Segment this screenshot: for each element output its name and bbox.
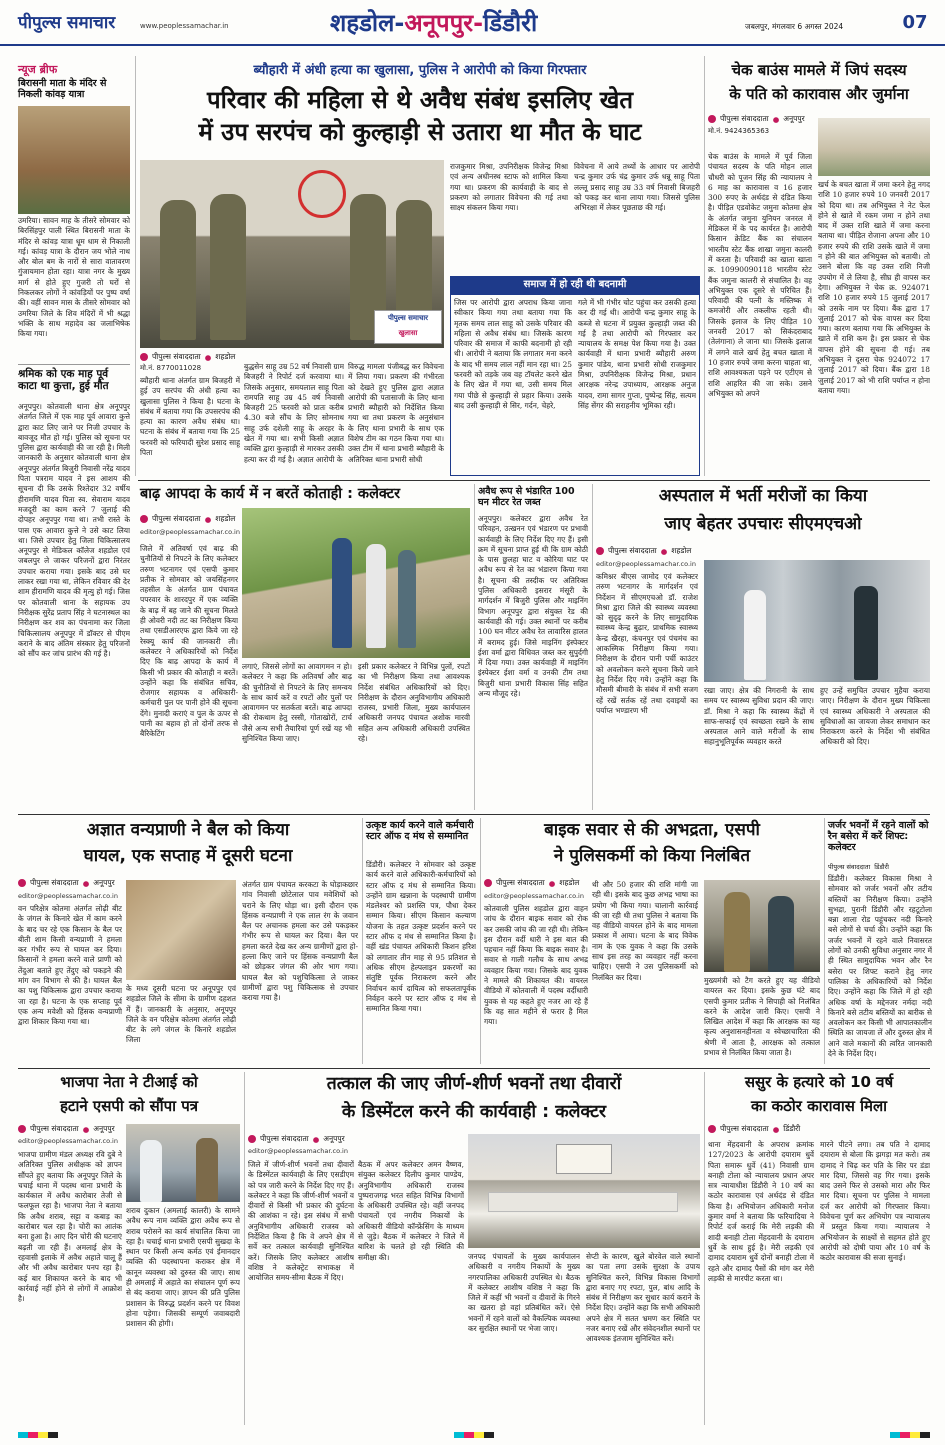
jarjar-body: डिंडौरी। कलेक्टर विकास मिश्रा ने सोमवार को जर्जर भवनों और तटीय बस्तियों का निरीक्षण किया। उन्होंने सुभद्रा, पुरानी डिंडौरी और रहटूटोला बन्ना शाला रोड पहुंचकर नदी किनारे बसे लोगों से चर्चा की। उन्होंने कहा कि जर्जर भवनों में रहने वाले निवासरत लोगों को उनकी सुविधा अनुसार नगर में ही स्थित सामुदायिक भवन और रैन बसेरा पर शिफ्ट कराने हेतु नगर पालिका के अधिकारियों को निर्देश दिए। उन्होंने कहा कि जिले में हो रही अधिक वर्षा के मद्देनजर नर्मदा नदी किनारे बसे तटीय बस्तियों का बारीक से अवलोकन कर किसी भी आपातकालीन स्थिति का जायजा लें और दुरुस्त क्षेत्र में आने वाले मकानों की त्वरित जानकारी देने के निर्देश दिए।	[828, 874, 932, 1059]
dateline: जबलपुर, मंगलवार 6 अगस्त 2024	[745, 22, 844, 31]
dismantle-col-1: जिले में जीर्ण-शीर्ण भवनों तथा दीवारों के डिस्मेंटल कार्यवाही के लिए एसडीएम को पत्र जारी करने के निर्देश दिए गए हैं। कलेक्टर ने कहा कि जीर्ण-शीर्ण भवनों व दीवारों से किसी भी प्रकार की दुर्घटना की आशंका न रहे। इस संबंध में सभी अनुविभागीय अधिकारी राजस्व को निर्देशित किया है कि वे अपने क्षेत्र में सर्वे कर तत्काल कार्यवाही सुनिश्चित करें। जिसके लिए कलेक्टर आशीष वशिष्ठ ने कलेक्ट्रेट सभाकक्ष में आयोजित समय-सीमा बैठक में दिए।	[248, 1160, 354, 1283]
dismantle-email[interactable]: editor@peoplessamachar.co.in	[248, 1147, 348, 1155]
screen	[556, 1144, 612, 1174]
hospital-col-2: रखा जाए। क्षेत्र की निगरानी के साथ समय पर स्वास्थ्य सुविधा प्रदान की जाए। डॉ. मिश्रा ने कहा कि स्वास्थ्य केंद्रों में साफ-सफाई एवं स्वच्छता रखने के साथ अस्पताल आने वाले मरीजों के साथ सहानुभूतिपूर्वक व्यवहार करते	[704, 686, 814, 747]
biker-byline	[484, 878, 579, 888]
brief-photo	[18, 106, 130, 214]
doctor-figure	[854, 586, 878, 680]
lead-col-1: ब्यौहारी थाना अंतर्गत ग्राम बिजहरी में हुई उप सरपंच की अंधी हत्या का खुलासा पुलिस ने किया है। घटना के संबंध में बताया गया कि उपसरपंच की हत्या का कारण अवैध संबंध था। घटना के संबंध में बताया गया कि 25 फरवरी को फरियादी सुरेश प्रसाद साहू पिता	[140, 376, 240, 458]
pin-icon: ●	[660, 546, 668, 556]
pin-icon: ●	[548, 878, 556, 888]
column-rule	[244, 1072, 245, 1425]
biker-col-3: मुख्यमंत्री को टैग करते हुए यह वीडियो वायरल कर दिया। इसके कुछ घंटे बाद एसपी कुमार प्रतीक ने सिपाही को निलंबित करने के आदेश जारी किए। एसपी ने लिखित आदेश में कहा कि आरक्षक का यह कृत्य अनुशासनहीनता व स्वेच्छाचारिता की श्रेणी में आता है, आरक्षक को तत्काल प्रभाव से निलंबित किया जाता है।	[704, 976, 820, 1058]
jarjar-headline: जर्जर भवनों में रहने वालों को रैन बसेरा में करें शिफ्ट: कलेक्टर	[828, 820, 929, 854]
pin-icon: ●	[204, 352, 212, 362]
byline-name: पीपुल्स संवाददाता	[720, 114, 769, 123]
city-anuppur: अनूपपुर-	[404, 9, 484, 37]
person-figure	[140, 1140, 162, 1202]
police-figure	[724, 892, 750, 972]
column-rule	[135, 56, 136, 476]
bjp-col-1: भाजपा ग्रामीण मंडल अध्यक्ष रवि दुबे ने अतिरिक्त पुलिस अधीक्षक को ज्ञापन सौंपते हुए बताया कि अनूपपुर जिले के चचाई थाना में पदस्थ थाना प्रभारी के कार्यकाल में अवैध कारोबार तेजी से फलफूल रहा है। भाजपा नेता ने बताया कि अवैध शराब, सट्टा व कबाड़ का कारोबार चल रहा है। चोरी का आतंक बना हुआ है। आए दिन चोरी की घटनाएं बढ़ती जा रही हैं। अमलाई क्षेत्र के रहवासी इलाके में अवैध अहाते चालू हैं और भी अवैध कारोबार पनप रहा है। कई बार शिकायत करने के बाद भी कार्रवाई नहीं होने से लोगों में आक्रोश है।	[18, 1150, 122, 1304]
byline-name: पीपुल्स संवाददाता	[152, 352, 201, 361]
biker-email[interactable]: editor@peoplessamachar.co.in	[484, 892, 584, 900]
lead-col-4: राजकुमार मिश्रा, उपनिरीक्षक विजेन्द्र मिश्रा एवं अन्य अधीनस्थ स्टाफ को शामिल किया गया था। प्रकरण की कार्यवाही के बाद से प्रकरण को लगातार विवेचना की गई तथा साक्ष्य संकलन किया गया।	[450, 162, 568, 213]
flood-headline: बाढ़ आपदा के कार्य में न बरतें कोताही : कलेक्टर	[140, 486, 401, 502]
lead-headline-2: में उप सरपंच को कुल्हाड़ी से उतारा था मौत के घाट	[198, 118, 642, 146]
byline-name: पीपुल्स संवाददाता	[30, 878, 79, 887]
wild-col-3: अंतर्गत ग्राम पंचायत करकटा के घोड़ाकछार गांव निवासी छोटेलाल पाव मवेशियों को चराने के लिए घोड़ा था। इसी दौरान एक हिंसक वन्यप्राणी ने एक लाल रंग के जवान बैल पर अचानक हमला कर उसे पकड़कर गंभीर रूप से घायल कर दिया। बैल पर हमला करते देख कर अन्य ग्रामीणों द्वारा हो-हल्ला किए जाने पर हिंसक वन्यप्राणी बैल को छोड़कर जंगल की ओर भाग गया। घायल बैल को पशुचिकित्सा ले जाकर ग्रामीणों द्वारा पशु चिकित्सक से उपचार कराया गया है।	[242, 880, 358, 1003]
biker-col-2: थी और 50 हजार की राशि मांगी जा रही थी। इसके बाद कुछ अभद्र भाषा का प्रयोग भी किया गया। चालानी कार्रवाई की जा रही थी तथा पुलिस ने बताया कि वह वीडियो वायरल होने के बाद मामला प्रकाश में आया। घटना के बाद विवेक नाम के एक युवक ने कहा कि उसके साथ इस तरह का व्यवहार नहीं करना चाहिए। एसपी ने उस पुलिसकर्मी को निलंबित कर दिया।	[592, 880, 698, 982]
column-rule	[592, 484, 593, 810]
column-rule	[474, 484, 475, 810]
byline-place: अनूपपुर	[323, 1134, 345, 1143]
meeting-table	[488, 1192, 678, 1212]
hospital-headline-1: अस्पताल में भर्ती मरीजों का किया	[658, 486, 868, 506]
flood-col-2: लगाएं, जिससे लोगों का आवागमन न हो। कलेक्टर ने कहा कि अतिवर्षा और बाढ़ की चुनौतियों से निपटने के लिए समन्वय के साथ कार्य करें व रपटों और पुलों पर आवागमन पर सतर्कता बरतें। बाढ़ आपदा की रोकथाम हेतु रस्सी, गोताखोरों, टार्च जैसे अन्य सभी तैयारियां पूर्ण रखें यह भी सुनिश्चित किया जाए।	[242, 662, 352, 744]
lead-col-5: विवेचना में आये तथ्यों के आधार पर आरोपी चन्द्र कुमार उर्फ चंद्र कुमार उर्फ धन्नू साहू पिता लल्लू प्रसाद साहू उम्र 33 वर्ष निवासी बिजहरी को पकड़ कर थाना लाया गया। जिससे पुलिस अभिरक्षा में लेकर पूछताछ की गई।	[574, 162, 700, 213]
website[interactable]: www.peoplessamachar.in	[140, 22, 229, 30]
bjp-byline	[18, 1124, 115, 1134]
wild-byline	[18, 878, 115, 888]
dog-body: अनूपपुर। कोतवाली थाना क्षेत्र अनूपपुर अंतर्गत जिले में एक माह पूर्व आवारा कुत्ते द्वारा काट लिए जाने पर निजी उपचार के बावजूद मौत हो गई। पुलिस को सूचना पर पुलिस द्वारा कार्यवाही की जा रही है। मिली जानकारी के अनुसार कोतवाली थाना क्षेत्र अनूपपुर अंतर्गत बिजुरी निवासी नरेंद्र यादव पिता पत्रराम यादव ने इस आशय की सूचना दी कि उसके रिश्तेदार 32 वर्षीय हीरामणि यादव पिता स्व. सेवाराम यादव मजदूरी का काम करने 7 जुलाई की दोपहर अनूपपुर गया था। तभी रास्ते के पास एक आवारा कुत्ते ने उसे काट लिया था। जिसे उपचार हेतु जिला चिकित्सालय अनूपपुर से मेडिकल कॉलेज शहडोल एवं जबलपुर ले जाकर परिजनों द्वारा निरंतर उपचार कराया गया। इसके बाद उसे घर लाकर रखा गया था, लेकिन रविवार की देर शाम हीरामणि यादव की मृत्यु हो गई। जिस पर कोतवाली थाना के सहायक उप निरीक्षक सुरेंद्र प्रताप सिंह ने घटनास्थल का निरीक्षण कर शव का पंचनामा कर जिला चिकित्सालय अनूपपुर में डॉक्टर से पीएम कराने के बाद अंतिम संस्कार हेतु परिजनों को सौंप कर जांच प्रारंभ की गई है।	[18, 402, 130, 659]
pin-icon: ●	[204, 514, 212, 524]
brief-heading: बिरासनी माता के मंदिर से निकली कांवड़ यात्रा	[18, 78, 107, 101]
doctor-figure	[744, 590, 766, 680]
flood-col-1: जिले में अतिवर्षा एवं बाढ़ की चुनौतियों से निपटने के लिए कलेक्टर तरुण भटनागर एवं एसपी कुमार प्रतीक ने सोमवार को जयसिंहनगर तहसील के अंतर्गत ग्राम पंचायत पपरवार के शारदपुर में एक व्यक्ति के बाढ़ में बह जाने की सूचना मिलते ही ओवरी नदी तट का निरीक्षण किया तथा एसडीआरएफ द्वारा किये जा रहे रेस्क्यू कार्य की जानकारी ली। कलेक्टर ने अधिकारियों को निर्देश दिए कि बाढ़ आपदा के कार्य में किसी भी प्रकार की कोताही न बरतें। उन्होंने कहा कि संबंधित सचिव, रोजगार सहायक व अधिकारी-कर्मचारी पुल पर पानी होने की सूचना देंगे। मुनादी कराएं व पुल के ऊपर से पानी का बहाव हो तो दोनों तरफ से बैरिकेटिंग	[140, 544, 238, 739]
column-rule	[704, 56, 705, 476]
cheque-col-2: खर्च के बचत खाता में जमा करने हेतु नगद राशि 10 हजार रुपये 10 जनवरी 2017 को दिया था। तब अभियुक्त ने नेट फेल होने से खाते में रकम जमा न होने तथा बाद में उक्त राशि खाते में जमा करना बताया था। पीड़ित रोजाना अपना और 10 हजार रुपये की राशि उसके खाते में जमा न होने की बात अभियुक्त को बतायी। तो उसने बोला कि वह उक्त राशि निजी उपयोग में ले लिया है, सीघ्र ही वापस कर देगा। अभियुक्त ने चेक क्र. 924071 राशि 10 हजार रुपये 15 जुलाई 2017 को उसके नाम पर दिया। बैंक द्वारा 17 जुलाई 2017 को चेक वापस कर दिया गया। कारण बताया गया कि अभियुक्त के खाते में राशि कम है। इस प्रकार से चेक वापस होने की सूचना दी गई। तब अभियुक्त ने दूसरा चेक 924072 17 जुलाई 2017 को दिया। बैंक द्वारा 18 जुलाई 2017 को भी राशि पर्याप्त न होना बताया गया।	[818, 180, 930, 395]
sasur-byline	[708, 1124, 800, 1134]
bjp-photo	[126, 1124, 240, 1202]
byline-name: पीपुल्स संवाददाता	[608, 546, 657, 555]
bjp-headline-2: हटाने एसपी को सौंपा पत्र	[59, 1097, 199, 1115]
register-mark-icon	[18, 1432, 58, 1438]
sasur-col-1: थाना मेंहदवानी के अपराध क्रमांक 127/2023 के आरोपी दयाराम धुर्वे पिता समारू धुर्वे (41) निवासी ग्राम बनाही टोला को न्यायालय प्रधान अपर सत्र न्यायाधीश डिंडौरी ने 10 वर्ष का कठोर कारावास एवं अर्थदंड से दंडित किया है। अभियोजन अधिकारी मनोज कुमार वर्मा ने बताया कि फरियादिया ने रिपोर्ट दर्ज कराई कि मेरी लड़की की शादी बनाही टोला मेंहदवानी के दयाराम धुर्वे के साथ हुई है। मेरी लड़की एवं दामाद दयाराम धुर्वे दोनों बनाही टोला में रहते और दामाद पैसों की मांग कर मेरी लड़की से मारपीट करता था।	[708, 1140, 814, 1283]
register-mark-icon	[890, 1432, 930, 1438]
bjp-col-2: शराब दुकान (अमलाई कालरी) के सामने अवैध रूप नाम व्यक्ति द्वारा अवैध रूप से शराब परोसने का कार्य संचालित किया जा रहा है। चचाई थाना प्रभारी एसपी सुखदा के स्थान पर किसी अन्य कर्मठ एवं ईमानदार व्यक्ति की पदस्थापना कराकर क्षेत्र में कानून व्यवस्था को दुरुस्त की जाए। साथ ही अमलाई में अहाते का संचालन पूर्ण रूप से बंद कराया जाए। ज्ञापन की प्रति पुलिस प्रशासन के विरुद्ध प्रदर्शन करने पर विवश होना पड़ेगा। जिसकी सम्पूर्ण जवाबदारी प्रशासन की होगी।	[126, 1206, 240, 1329]
section-divider	[18, 814, 930, 815]
lead-kicker: ब्यौहारी में अंधी हत्या का खुलासा, पुलिस ने आरोपी को किया गिरफ्तार	[253, 63, 587, 78]
cheque-col-1: चेक बाउंस के मामले में पूर्व जिला पंचायत सदस्य के पति मोहन लाल चौधरी को पूजन सिंह की न्यायालय ने 6 माह का कारावास व 16 हजार 300 रुपए के अर्थदंड से दंडित किया है। पीड़ित एडवोकेट जमुना कोतमा क्षेत्र के अंतर्गत जमुना युनियन जनरल में मेडिकल में के पद कार्यरत है। आरोपी किसान क्रेडिट बैंक का संचालन भारतीय स्टेट बैंक शाखा जमुना कालरी में करता है। परिवादी का खाता खाता क्र. 10990090118 भारतीय स्टेट बैंक जमुना कालरी से संचालित है। वह अभियुक्त एक दूसरे से परिचित हैं। परिवादी की पत्नी के मस्तिष्क में कमजोरी और तकलीफ रहती थी। जिसके इलाज के लिए पीड़ित 10 जनवरी 2017 को सिकंदराबाद (तेलंगाना) ले जाना था। जिसके इलाज में लगने वाले खर्च हेतु बचत खाता में 10 हजार रुपये जमा करना चाहता था, राशि आवश्यकता पड़ने पर एटीएम से राशि आहरित की जा सके। उसने अभियुक्त को अपने	[708, 152, 812, 398]
byline-name: पीपुल्स संवाददाता	[152, 514, 201, 523]
pin-icon: ●	[312, 1134, 320, 1144]
cheque-photo	[818, 118, 930, 176]
wild-email[interactable]: editor@peoplessamachar.co.in	[18, 892, 118, 900]
wild-headline-1: अज्ञात वन्यप्राणी ने बैल को किया	[86, 820, 290, 840]
hospital-photo	[704, 560, 930, 682]
print-register-marks	[18, 1432, 930, 1440]
city-dindori: डिंडौरी	[483, 9, 538, 37]
paper-logo: पीपुल्स समाचार	[18, 13, 116, 33]
biker-headline-1: बाइक सवार से की अभद्रता, एसपी	[544, 820, 760, 840]
dismantle-col-4: सेप्टी के कारण, खुले बोरवेल वाले स्थानों का पता लगा उसके सुरक्षा के उपाय सुनिश्चित करने, विभिन्न विकास विभागों द्वारा बनाए गए रपटा, पुल, बांध आदि के संबंध में निरीक्षण कर सुधार कार्य कराने के निर्देश दिए। उन्होंने कहा कि सभी अधिकारी अपने क्षेत्र में सतत भ्रमण कर स्थिति पर नजर बनाए रखें और संवेदनशील स्थानों पर आवश्यक इंतजाम सुनिश्चित करें।	[586, 1252, 700, 1344]
sand-headline: अवैध रूप से भंडारित 100 घन मीटर रेत जब्त	[478, 486, 575, 509]
official-figure	[332, 538, 352, 648]
divider	[18, 364, 130, 365]
flood-email[interactable]: editor@peoplessamachar.co.in	[140, 528, 240, 536]
dismantle-byline	[248, 1134, 345, 1144]
official-figure	[366, 544, 386, 648]
byline-dot-icon	[140, 515, 148, 523]
dismantle-photo	[468, 1134, 700, 1248]
lead-photo	[140, 160, 444, 348]
byline-dot-icon	[18, 879, 26, 887]
byline-name: पीपुल्स संवाददाता	[720, 1124, 769, 1133]
dismantle-col-2: बैठक में अपर कलेक्टर अमन वैष्णव, संयुक्त कलेक्टर दिलीप कुमार पाण्डेय, अनुविभागीय अधिकारी राजस्व पुष्पराजगढ़ भरत सहित विभिन्न विभागों के अधिकारी उपस्थित रहे। वहीं जनपद पंचायतों एवं नगरीय निकायों के अधिकारी वीडियो कॉन्फ्रेंसिंग के माध्यम से जुड़े। बैठक में कलेक्टर ने जिले में बारिश के चलते हो रही स्थिति की समीक्षा की।	[358, 1160, 464, 1262]
wild-photo	[126, 880, 236, 980]
flood-photo	[242, 508, 470, 658]
page-number: 07	[902, 12, 928, 33]
byline-dot-icon	[248, 1135, 256, 1143]
dismantle-headline-1: तत्काल की जाए जीर्ण-शीर्ण भवनों तथा दीवारों	[326, 1074, 622, 1094]
person-figure	[196, 1138, 218, 1202]
byline-place: डिंडौरी	[783, 1124, 801, 1133]
jarjar-byline	[828, 862, 889, 871]
byline-dot-icon	[596, 547, 604, 555]
pin-icon: ●	[772, 114, 780, 124]
honour-headline: उत्कृष्ट कार्य करने वाले कर्मचारी स्टार ऑफ द मंथ से सम्मानित	[366, 820, 474, 843]
badge-brand: पीपुल्स समाचार	[387, 314, 429, 322]
lead-sidebar-head: समाज में हो रही थी बदनामी	[450, 276, 700, 294]
flood-col-3: इसी प्रकार कलेक्टर ने विभिन्न पुलों, रपटों का भी निरीक्षण किया तथा आवश्यक निर्देश संबंधित अधिकारियों को दिए। निरीक्षण के दौरान अनुविभागीय अधिकारी राजस्व, प्रभारी जिला, मुख्य कार्यपालन अधिकारी जनपद पंचायत अशोक मारवी सहित अन्य अधिकारी अधिकारी उपस्थित रहे।	[358, 662, 470, 744]
photo-badge	[374, 310, 442, 344]
byline-dot-icon	[708, 115, 716, 123]
cheque-mobile: मो.नं. 9424365363	[708, 127, 770, 135]
dismantle-col-3: जनपद पंचायतों के मुख्य कार्यपालन अधिकारी व नगरीय निकायों के मुख्य नगरपालिका अधिकारी उपस्थित थे। बैठक में कलेक्टर आशीष वशिष्ठ ने कहा कि जिले में कहीं भी भवनों व दीवारों के गिरने का खतरा हो वहां प्रतिबंधित करें। ऐसे भवनों में रहने वालों को वैकल्पिक व्यवस्था कर सुरक्षित स्थानों पर भेजा जाए।	[468, 1252, 580, 1334]
section-title	[330, 6, 537, 39]
byline-name: पीपुल्स संवाददाता	[496, 878, 545, 887]
dog-heading: श्रमिक को एक माह पूर्व काटा था कुत्ता, हुई मौत	[18, 368, 109, 393]
flood-byline	[140, 514, 235, 524]
byline-place: अनूपपुर	[783, 114, 805, 123]
byline-name: पीपुल्स संवाददाता	[260, 1134, 309, 1143]
wild-headline-2: घायल, एक सप्ताह में दूसरी घटना	[83, 846, 293, 866]
sasur-headline-1: ससुर के हत्यारे को 10 वर्ष	[744, 1073, 894, 1091]
accused-highlight-circle	[298, 170, 346, 218]
byline-dot-icon	[484, 879, 492, 887]
sasur-headline-2: का कठोर कारावास मिला	[750, 1097, 888, 1115]
byline-name: पीपुल्स संवाददाता	[828, 863, 871, 871]
lead-col-2: बुद्धसेन साहू उम्र 52 वर्ष निवासी ग्राम बिजहरी ने रिपोर्ट दर्ज करवाया था। जिसके अनुसार, समयलाल साहू पिता रामपति साहू उम्र 45 वर्ष निवासी बिजहरी 25 फरवरी को प्रातः करीब 4.30 बजे सौंच के लिए सोमनाथ साहू उर्फ दशेली साहू के अरहर के खेत में गया था। सभी किसी अज्ञात व्यक्ति द्वारा कुल्हाड़ी से मारकर उसकी हत्या कर दी गई है। अज्ञात आरोपी के	[244, 362, 344, 464]
hospital-headline-2: जाए बेहतर उपचारः सीएमएचओ	[664, 514, 862, 534]
hospital-byline	[596, 546, 691, 556]
bjp-headline-1: भाजपा नेता ने टीआई को	[60, 1073, 198, 1091]
column-rule	[704, 1072, 705, 1425]
column-rule	[362, 818, 363, 1064]
news-brief-label: न्यूज ब्रीफ	[18, 63, 58, 76]
cheque-byline	[708, 114, 805, 124]
byline-place: शहडोल	[559, 878, 580, 887]
police-figure	[160, 200, 196, 340]
byline-place: शहडोल	[671, 546, 692, 555]
cheque-headline-1: चेक बाउंस मामले में जिपं सदस्य	[731, 61, 907, 79]
byline-dot-icon	[18, 1125, 26, 1133]
byline-place: अनूपपुर	[93, 1124, 115, 1133]
lead-byline	[140, 352, 235, 362]
bjp-email[interactable]: editor@peoplessamachar.co.in	[18, 1137, 118, 1145]
wild-col-1: वन परिक्षेत्र कोतमा अंतर्गत लोढ़ी बीट के जंगल के किनारे खेत में काम करने के बाद चर रहे एक किसान के बैल पर बीती शाम किसी वन्यप्राणी ने हमला कर गंभीर रूप से घायल कर दिया। किसानों ने हमला करने वाले प्राणी को तेंदुआ बताते हुए तेंदुए को पकड़ने की मांग वन विभाग से की है। घायल बैल का पशु चिकित्सक द्वारा उपचार कराया जा रहा है। घटना के एक सप्ताह पूर्व एक अन्य मवेशी को हिंसक वन्यप्राणी द्वारा शिकार किया गया था।	[18, 904, 122, 1027]
brief-body: उमरिया। सावन माह के तीसरे सोमवार को बिरसिंहपुर पाली स्थित बिरासनी माता के मंदिर से कांवड़ यात्रा धूम धाम से निकाली गई। कांवड़ यात्रा के दौरान जय भोले नाथ और बोल बम के नारों से सारा वातावरण गुंजायमान होता रहा। यात्रा नगर के मुख्य मार्ग से होते हुए गुजरी तो घरों से निकलकर लोगों ने कांवड़ियों पर पुष्प वर्षा की। वहीं सावन मास के तीसरे सोमवार को उमरिया जिले के शिव मंदिरों में भी श्रद्धा भक्ति के साथ महादेव का जलाभिषेक किया गया।	[18, 216, 130, 339]
badge-tag: खुलासा	[398, 329, 418, 337]
pin-icon: ●	[82, 878, 90, 888]
column-rule	[480, 818, 481, 1064]
city-shahdol: शहडोल-	[330, 9, 405, 37]
byline-name: पीपुल्स संवाददाता	[30, 1124, 79, 1133]
cheque-headline-2: के पति को कारावास और जुर्माना	[729, 85, 909, 103]
byline-place: शहडोल	[215, 352, 236, 361]
sand-body: अनूपपुर। कलेक्टर द्वारा अवैध रेत परिवहन, उत्खनन एवं भंडारण पर प्रभावी कार्यवाही के लिए निर्देश दिए गए हैं। इसी क्रम में सूचना प्राप्त हुई थी कि ग्राम कोठी के पास छुलहा घाट व कोरिया घाट पर अवैध रूप से रेत का भंडारण किया गया है। सूचना की तस्दीक पर अतिरिक्त पुलिस अधिकारी इसरार मंसूरी के मार्गदर्शन में बिजुरी पुलिस और माइनिंग विभाग अनूपपुर द्वारा संयुक्त रेड की कार्यवाही की गई। उक्त स्थानों पर करीब 100 घन मीटर अवैध रेत लावारिस हालत में बरामद हुई। जिसे माइनिंग इंस्पेक्टर ईशा वर्मा द्वारा विधिवत जब्त कर सुपुर्दगी में दिया गया। उक्त कार्यवाही में माइनिंग इंस्पेक्टर ईशा वर्मा व उनकी टीम तथा बिजुरी थाना प्रभारी विकास सिंह सहित अन्य मौजूद रहे।	[478, 514, 588, 699]
biker-photo	[704, 880, 820, 972]
lead-mobile: मो.नं. 8770011028	[140, 364, 202, 372]
police-figure	[210, 194, 246, 340]
sasur-col-2: मारने पीटने लगा। तब पति ने दामाद दयाराम से बोला कि झगड़ा मत करो। तब दामाद ने चिढ़ कर पति के सिर पर डंडा मार दिया, जिससे वह गिर गया। इसके बाद उसने फिर से उसको मारा और फिर मार दिया। सूचना पर पुलिस ने मामला दर्ज कर आरोपी को गिरफ्तार किया। विवेचना पूर्ण कर अभियोग पत्र न्यायालय में प्रस्तुत किया गया। न्यायालय ने अभियोजन के साक्ष्यों से सहमत होते हुए आरोपी को दोषी पाया और 10 वर्ष के कठोर कारावास की सजा सुनाई।	[820, 1140, 930, 1263]
biker-col-1: कोतवाली पुलिस शहडोल द्वारा वाहन जांच के दौरान बाइक सवार को रोक कर उसकी जांच की जा रही थी। लेकिन इस दौरान वर्दी धारी ने इस बात की पहचान नहीं किया कि बाइक सवार है। सवार से गाली गलौच के साथ अभद्र व्यवहार किया गया। जिसके बाद युवक ने मामले की शिकायत की। वायरल वीडियो में कोतवाली में पदस्थ वर्दीधारी युवक से यह कहते हुए नजर आ रहे हैं कि वह सात महीने से फरार है मिल गया।	[484, 904, 588, 1027]
column-rule	[824, 818, 825, 1064]
byline-place: अनूपपुर	[93, 878, 115, 887]
lead-sidebar-col-2: गले में भी गंभीर चोट पहुंचा कर उसकी हत्या कर दी गई थी। आरोपी चन्द्र कुमार साहू के कब्जे से घटना में प्रयुक्त कुल्हाड़ी जब्त की गई है तथा आरोपी को गिरफ्तार कर न्यायालय के समक्ष पेश किया गया है। उक्त कार्यवाही में थाना प्रभारी ब्यौहारी अरुण कुमार पांडेय, थाना प्रभारी सोधी राजकुमार मिश्रा, उपनिरीक्षक विजेन्द्र मिश्रा, प्रधान आरक्षक नरेन्द्र उपाध्याय, आरक्षक अनुज यादव, रामा सागर गुप्ता, पुष्पेन्द्र सिंह, सत्यम सिंह सेंगर की सराहनीय भूमिका रही।	[578, 298, 696, 410]
honour-body: डिंडौरी। कलेक्टर ने सोमवार को उत्कृष्ट कार्य करने वाले अधिकारी-कर्मचारियों को स्टार ऑफ द मंथ से सम्मानित किया। उन्होंने ग्राम खन्नाना के पदस्थापी ग्रामीण मंडलेश्वर को प्रशस्ति पत्र, पौधा देकर सम्मान किया। सीएम किसान कल्याण योजना के तहत उत्कृष्ट प्रदर्शन करने पर स्टार ऑफ द मंथ से सम्मानित किया है। वहीं खंड पंचायत अधिकारी किशन हरिश को लगातार तीन माह से 95 प्रतिशत से अधिक सीएम हेल्पलाइन प्रकरणों का संतुष्टि पूर्वक निराकरण करने और निर्वाचन कार्य दायित्व को सफलतापूर्वक निर्वहन करने पर स्टार ऑफ द मंथ से सम्मानित किया गया।	[366, 860, 476, 1014]
byline-dot-icon	[140, 353, 148, 361]
dismantle-headline-2: के डिस्मेंटल करने की कार्यवाही : कलेक्टर	[341, 1102, 607, 1122]
official-figure	[398, 550, 416, 648]
section-divider	[138, 480, 930, 481]
pin-icon: ●	[82, 1124, 90, 1134]
youth-figure	[768, 896, 794, 972]
lead-col-3: विरुद्ध मामला पंजीबद्ध कर विवेचना में लिया गया। प्रकरण की गंभीरता को देखते हुए पुलिस द्वारा अज्ञात आरोपी की पतासाजी के लिए थाना प्रभारी ब्यौहारी को निर्देशित किया गया था तथा प्रकरण के अनुसंधान के लिए थाना प्रभारी के साथ एक विशेष टीम का गठन किया गया था। उक्त टीम में थाना प्रभारी ब्यौहारी के अतिरिक्त थाना प्रभारी सोधी	[348, 362, 444, 464]
byline-place: डिंडौरी	[874, 863, 889, 871]
biker-headline-2: ने पुलिसकर्मी को किया निलंबित	[553, 846, 751, 866]
hospital-email[interactable]: editor@peoplessamachar.co.in	[596, 560, 696, 568]
byline-dot-icon	[708, 1125, 716, 1133]
hospital-col-1: कमिश्नर बीएस जामोद एवं कलेक्टर तरुण भटनागर के मार्गदर्शन एवं निर्देशन में सीएमएचओ डॉ. राजेश मिश्रा द्वारा जिले की स्वास्थ्य व्यवस्था को सुदृढ़ करने के लिए सामुदायिक स्वास्थ्य केन्द्र बुढ़ार, प्राथमिक स्वास्थ्य केन्द्र खैरहा, कंचनपुर एवं पंचमंच का आकस्मिक निरीक्षण किया गया। निरीक्षण के दौरान पानी पर्ची काउंटर को अवलोकन करने सूचना किये जाने हेतु निर्देश दिए गये। उन्होंने कहा कि मौसमी बीमारी के संबंध में सभी सजग रहें रखें सर्तक रहें तथा दवाइयों का पर्याप्त भण्डारण भी	[596, 572, 698, 715]
register-mark-icon	[454, 1432, 494, 1438]
hospital-col-3: हुए उन्हें समुचित उपचार मुहैया कराया जाए। निरीक्षण के दौरान मुख्य चिकित्सा एवं स्वास्थ्य अधिकारी ने अस्पताल की सुविधाओं का जायजा लेकर समाधान कर निराकरण करने के निर्देश भी संबंधित अधिकारी को दिए।	[820, 686, 930, 747]
section-divider	[18, 1068, 930, 1069]
byline-place: शहडोल	[215, 514, 236, 523]
pin-icon: ●	[772, 1124, 780, 1134]
lead-sidebar-col-1: जिस पर आरोपी द्वारा अपराध किया जाना स्वीकार किया गया तथा बताया गया कि मृतक समय लाल साहू को उसके परिवार की महिला से अवैध संबंध था। जिसके कारण परिवार की समाज में काफी बदनामी हो रही थी। आरोपी ने बताया कि लगातार मना करने के बाद भी समय लाल नहीं मान रहा था। 25 फरवरी को तड़के जब वह टॉयलेट करने खेत के लिए खेत में गया था, उसी समय मिल गया पीछे से कुल्हाड़ी से प्रहार किया। उसके बाद उसी कुल्हाड़ी से सिर, गर्दन, चेहरे,	[454, 298, 572, 410]
lead-headline-1: परिवार की महिला से थे अवैध संबंध इसलिए खेत	[206, 86, 634, 114]
wild-col-2: के मध्य दूसरी घटना पर अनूपपुर एवं शहडोल जिले के सीमा के ग्रामीण दहशत में हैं। जानकारी के अनुसार, अनूपपुर जिले के वन परिक्षेत्र कोतमा अंतर्गत लोढ़ी बीट के लगे जंगल के किनारे शहडोल जिला	[126, 984, 236, 1045]
masthead	[0, 0, 945, 46]
